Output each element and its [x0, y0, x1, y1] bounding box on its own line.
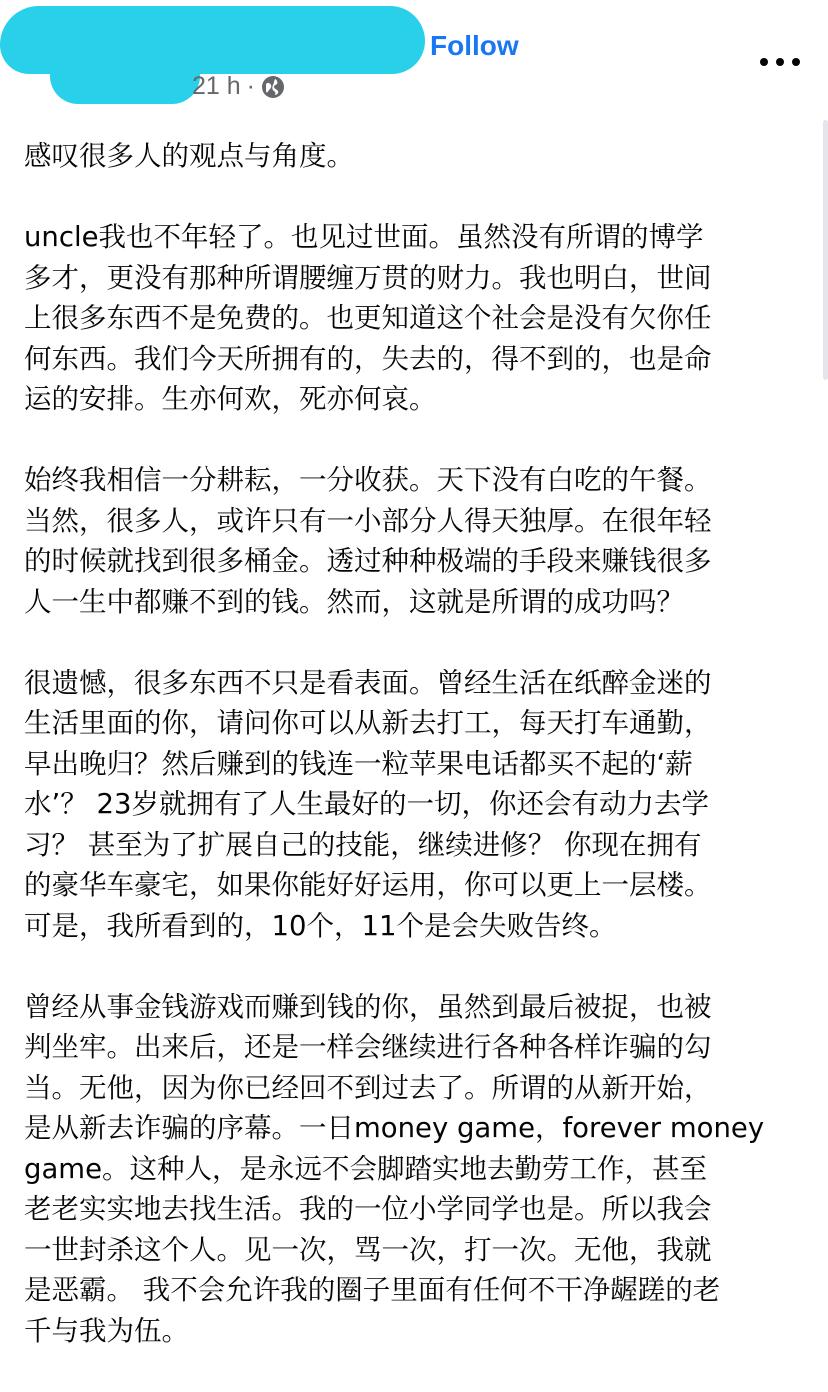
more-options-button[interactable] — [760, 52, 800, 72]
post-paragraph: 很遗憾，很多东西不只是看表面。曾经生活在纸醉金迷的 生活里面的你，请问你可以从新去打工，每天打车通勤， 早出晚归？然后赚到的钱连一粒苹果电话都买不起的‘薪 水’？ 23岁就拥有了人生最好的一切，你还会有动力去学 习？ 甚至为了扩展自己的技能，继续进修？ 你现在拥有 的豪华车豪宅，如果你能好好运用，你可以更上一层楼。 可是，我所看到的，10个，11个是会失败告终。 — [24, 666, 712, 942]
post-paragraph: 始终我相信一分耕耘，一分收获。天下没有白吃的午餐。 当然，很多人，或许只有一小部分人得天独厚。在很年轻 的时候就找到很多桶金。透过种种极端的手段来赚钱很多 人一生中都赚不到的钱。然而，这就是所谓的成功吗？ — [24, 464, 712, 618]
post-paragraph: 感叹很多人的观点与角度。 — [24, 140, 354, 172]
post-paragraph: uncle我也不年轻了。也见过世面。虽然没有所谓的博学 多才，更没有那种所谓腰缠万贯的财力。我也明白，世间 上很多东西不是免费的。也更知道这个社会是没有欠你任 何东西。我们今天所拥有的，失去的，得不到的，也是命 运的安排。生亦何欢，死亦何哀。 — [24, 221, 712, 415]
meta-separator: · — [246, 72, 255, 100]
redacted-author-meta — [50, 48, 200, 104]
globe-icon[interactable] — [261, 75, 285, 99]
post-timestamp[interactable]: 21 h — [192, 72, 241, 100]
more-options-icon — [760, 58, 768, 66]
follow-button[interactable]: Follow — [430, 30, 519, 61]
scrollbar[interactable] — [823, 120, 828, 380]
post-body — [24, 136, 804, 1392]
more-options-dot — [776, 58, 784, 66]
post-meta — [192, 72, 285, 101]
more-options-dot — [792, 58, 800, 66]
post-header — [0, 0, 828, 120]
post-paragraph: 曾经从事金钱游戏而赚到钱的你，虽然到最后被捉，也被 判坐牢。出来后，还是一样会继续进行各种各样诈骗的勾 当。无他，因为你已经回不到过去了。所谓的从新开始， 是从新去诈骗的序幕。一日money game，forever money game。这种人，是永远不会脚踏实地去勤劳工作，甚至 老老实实地去找生活。我的一位小学同学也是。所以我会 一世封杀这个人。见一次，骂一次，打一次。无他，我就 是恶霸。 我不会允许我的圈子里面有任何不干净龌蹉的老 千与我为伍。 — [24, 990, 765, 1347]
